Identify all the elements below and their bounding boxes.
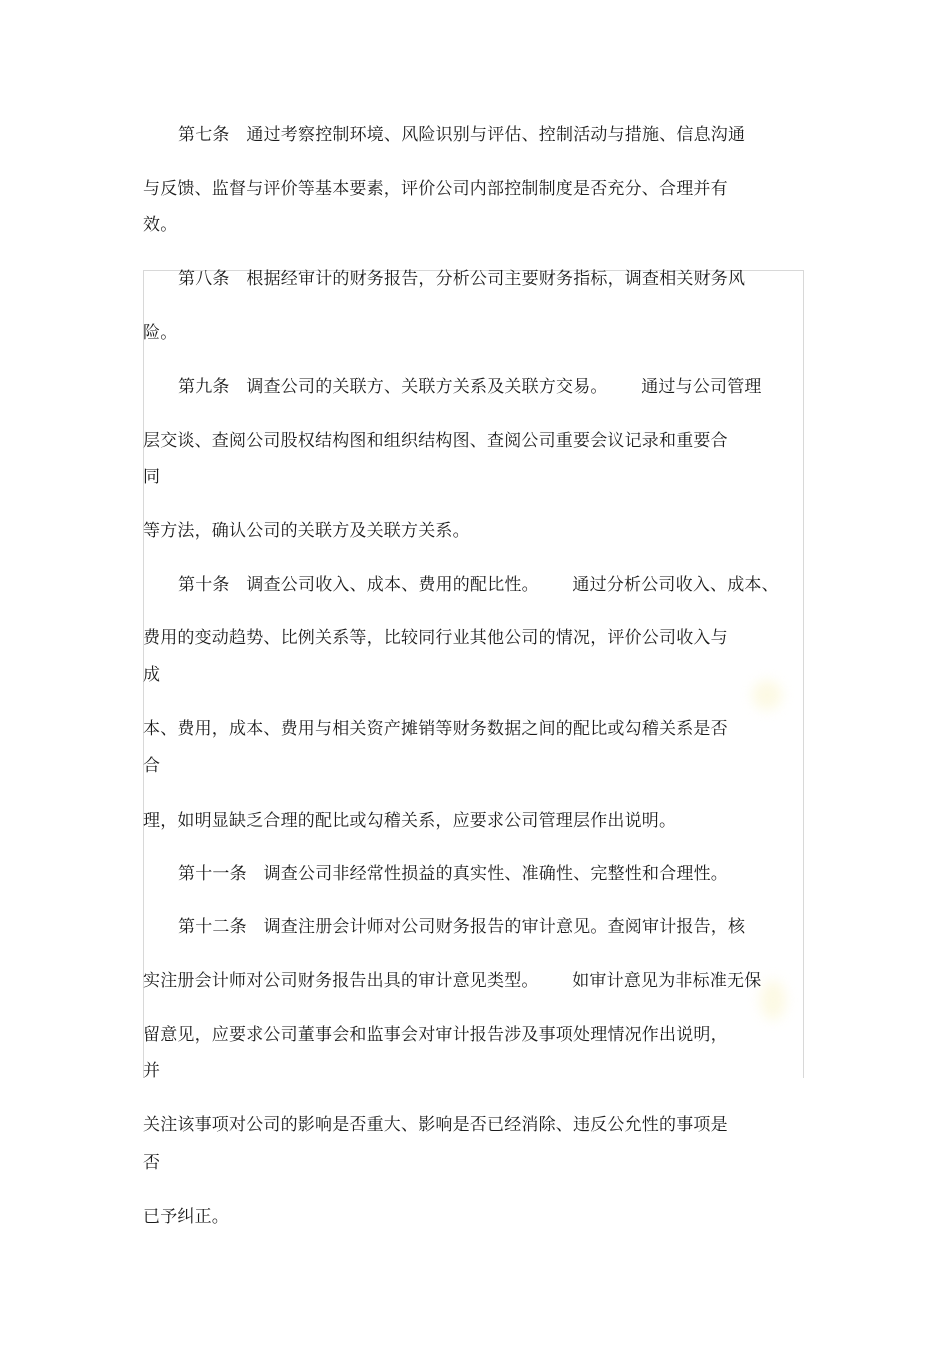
article-9-line-1: 第九条 调查公司的关联方、关联方关系及关联方交易。 通过与公司管理 bbox=[178, 377, 762, 397]
article-11-line-1: 第十一条 调查公司非经常性损益的真实性、准确性、完整性和合理性。 bbox=[178, 864, 729, 884]
paper-stain bbox=[752, 680, 782, 710]
article-10-line-2: 费用的变动趋势、比例关系等，比较同行业其他公司的情况，评价公司收入与 bbox=[143, 628, 728, 648]
article-7-line-1: 第七条 通过考察控制环境、风险识别与评估、控制活动与措施、信息沟通 bbox=[178, 125, 746, 145]
article-10-line-4: 本、费用，成本、费用与相关资产摊销等财务数据之间的配比或勾稽关系是否 bbox=[143, 719, 728, 739]
article-8-line-1: 第八条 根据经审计的财务报告，分析公司主要财务指标，调查相关财务风 bbox=[178, 269, 746, 289]
article-12-line-2: 实注册会计师对公司财务报告出具的审计意见类型。 如审计意见为非标准无保 bbox=[143, 971, 762, 991]
article-12-line-4: 并 bbox=[143, 1061, 161, 1081]
article-12-line-5: 关注该事项对公司的影响是否重大、影响是否已经消除、违反公允性的事项是 bbox=[143, 1115, 728, 1135]
article-9-line-3: 同 bbox=[143, 467, 161, 487]
article-12-line-7: 已予纠正。 bbox=[143, 1207, 229, 1227]
article-10-line-6: 理，如明显缺乏合理的配比或勾稽关系，应要求公司管理层作出说明。 bbox=[143, 811, 677, 831]
article-12-line-3: 留意见，应要求公司董事会和监事会对审计报告涉及事项处理情况作出说明， bbox=[143, 1025, 728, 1045]
article-7-line-2: 与反馈、监督与评价等基本要素，评价公司内部控制制度是否充分、合理并有 bbox=[143, 179, 728, 199]
paper-stain bbox=[760, 980, 786, 1020]
article-7-line-3: 效。 bbox=[143, 215, 178, 235]
article-12-line-1: 第十二条 调查注册会计师对公司财务报告的审计意见。查阅审计报告，核 bbox=[178, 917, 746, 937]
article-8-line-2: 险。 bbox=[143, 323, 178, 343]
article-10-line-3: 成 bbox=[143, 665, 161, 685]
article-12-line-6: 否 bbox=[143, 1153, 161, 1173]
article-9-line-4: 等方法，确认公司的关联方及关联方关系。 bbox=[143, 521, 470, 541]
article-10-line-1: 第十条 调查公司收入、成本、费用的配比性。 通过分析公司收入、成本、 bbox=[178, 575, 779, 595]
article-10-line-5: 合 bbox=[143, 756, 161, 776]
article-9-line-2: 层交谈、查阅公司股权结构图和组织结构图、查阅公司重要会议记录和重要合 bbox=[143, 431, 728, 451]
